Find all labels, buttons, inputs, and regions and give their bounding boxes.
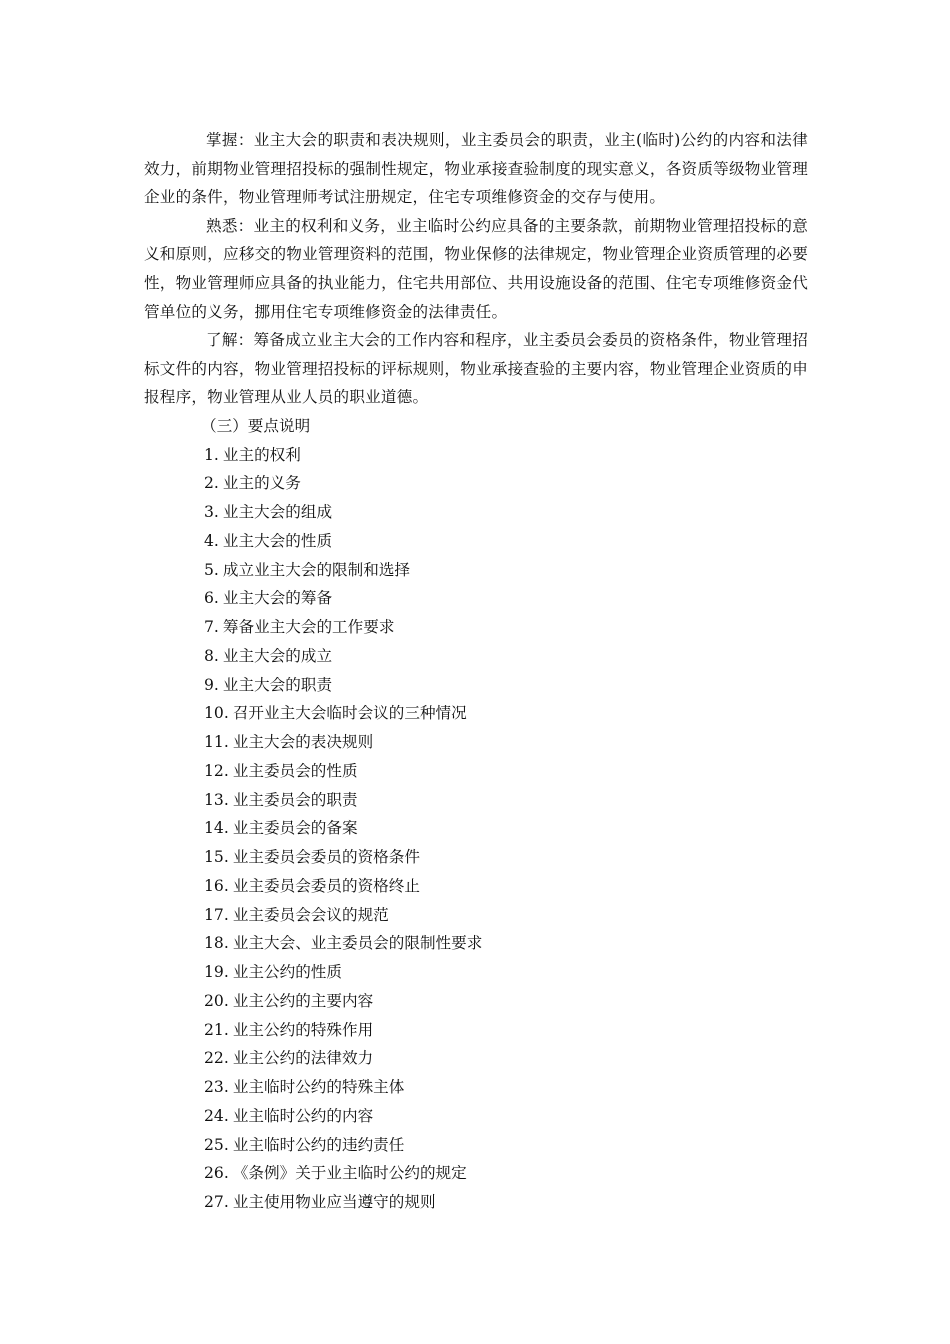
list-item [144,556,808,585]
list-item [144,1131,808,1160]
list-item-text: 业主委员会委员的资格条件 [232,848,420,867]
list-item-number: 15. [204,848,229,867]
list-item [144,699,808,728]
section-heading: （三）要点说明 [201,416,311,435]
list-item [144,584,808,613]
list-item [144,1159,808,1188]
list-item-text: 业主临时公约的特殊主体 [232,1078,405,1097]
key-points-list [144,441,808,1217]
paragraph-understand: 了解：筹备成立业主大会的工作内容和程序，业主委员会委员的资格条件，物业管理招标文件的内容，物业管理招投标的评标规则，物业承接查验的主要内容，物业管理企业资质的申报程序，物业管理从业人员的职业道德。 [144,331,808,407]
list-item [144,929,808,958]
list-item [144,901,808,930]
list-item-number: 8. [204,646,219,665]
list-item-number: 27. [204,1193,229,1212]
list-item-number: 14. [204,819,229,838]
document-body [144,126,808,1217]
list-item-number: 24. [204,1106,229,1125]
list-item [144,613,808,642]
list-item [144,469,808,498]
list-item-text: 业主委员会的性质 [232,761,358,780]
list-item-text: 业主大会的表决规则 [232,733,374,752]
list-item-text: 召开业主大会临时会议的三种情况 [232,704,467,723]
list-item-number: 26. [204,1164,229,1183]
list-item [144,814,808,843]
list-item-text: 业主公约的性质 [232,963,342,982]
list-item-number: 9. [204,675,219,694]
list-item-text: 业主公约的主要内容 [232,991,374,1010]
list-item-number: 12. [204,761,229,780]
list-item [144,671,808,700]
list-item-number: 13. [204,790,229,809]
list-item [144,728,808,757]
list-item-text: 筹备业主大会的工作要求 [222,618,395,637]
list-item-text: 业主委员会委员的资格终止 [232,876,420,895]
list-item [144,1188,808,1217]
list-item-text: 业主大会的性质 [222,531,333,550]
list-item [144,987,808,1016]
list-item-text: 业主公约的法律效力 [232,1049,374,1068]
list-item-number: 20. [204,991,229,1010]
list-item-text: 业主大会的职责 [222,675,333,694]
list-item [144,872,808,901]
list-item [144,527,808,556]
list-item-text: 业主大会的筹备 [222,589,333,608]
list-item [144,642,808,671]
list-item-number: 5. [204,560,219,579]
list-item [144,786,808,815]
paragraph-master: 掌握：业主大会的职责和表决规则，业主委员会的职责，业主(临时)公约的内容和法律效力，前期物业管理招投标的强制性规定，物业承接查验制度的现实意义，各资质等级物业管理企业的条件，物业管理师考试注册规定，住宅专项维修资金的交存与使用。 [144,131,808,207]
list-item-number: 7. [204,618,219,637]
list-item [144,757,808,786]
list-item-number: 10. [204,704,229,723]
list-item-text: 成立业主大会的限制和选择 [222,560,411,579]
list-item-number: 25. [204,1135,229,1154]
list-item-text: 业主委员会的职责 [232,790,358,809]
list-item-text: 业主公约的特殊作用 [232,1020,374,1039]
list-item [144,1073,808,1102]
list-item-number: 23. [204,1078,229,1097]
list-item-text: 业主大会的组成 [222,503,333,522]
list-item [144,441,808,470]
paragraph-familiar: 熟悉：业主的权利和义务，业主临时公约应具备的主要条款，前期物业管理招投标的意义和原则，应移交的物业管理资料的范围，物业保修的法律规定，物业管理企业资质管理的必要性，物业管理师应具备的执业能力，住宅共用部位、共用设施设备的范围、住宅专项维修资金代管单位的义务，挪用住宅专项维修资金的法律责任。 [144,216,808,321]
list-item-number: 6. [204,589,219,608]
list-item-text: 业主临时公约的违约责任 [232,1135,405,1154]
list-item-text: 业主临时公约的内容 [232,1106,374,1125]
list-item [144,498,808,527]
list-item-text: 业主的义务 [222,474,301,493]
list-item-number: 3. [204,503,219,522]
list-item [144,1044,808,1073]
list-item-number: 18. [204,934,229,953]
list-item-text: 业主的权利 [222,445,301,464]
list-item-number: 11. [204,733,229,752]
list-item-number: 19. [204,963,229,982]
list-item-text: 业主委员会的备案 [232,819,358,838]
list-item-number: 2. [204,474,219,493]
list-item-text: 业主委员会会议的规范 [232,905,389,924]
list-item-text: 业主大会、业主委员会的限制性要求 [232,934,483,953]
list-item [144,1102,808,1131]
list-item-number: 21. [204,1020,229,1039]
list-item-text: 《条例》关于业主临时公约的规定 [232,1164,467,1183]
list-item-number: 4. [204,531,219,550]
list-item [144,843,808,872]
list-item-text: 业主使用物业应当遵守的规则 [232,1193,436,1212]
list-item-number: 16. [204,876,229,895]
list-item-number: 17. [204,905,229,924]
list-item [144,1016,808,1045]
list-item-text: 业主大会的成立 [222,646,333,665]
list-item [144,958,808,987]
list-item-number: 1. [204,445,219,464]
list-item-number: 22. [204,1049,229,1068]
